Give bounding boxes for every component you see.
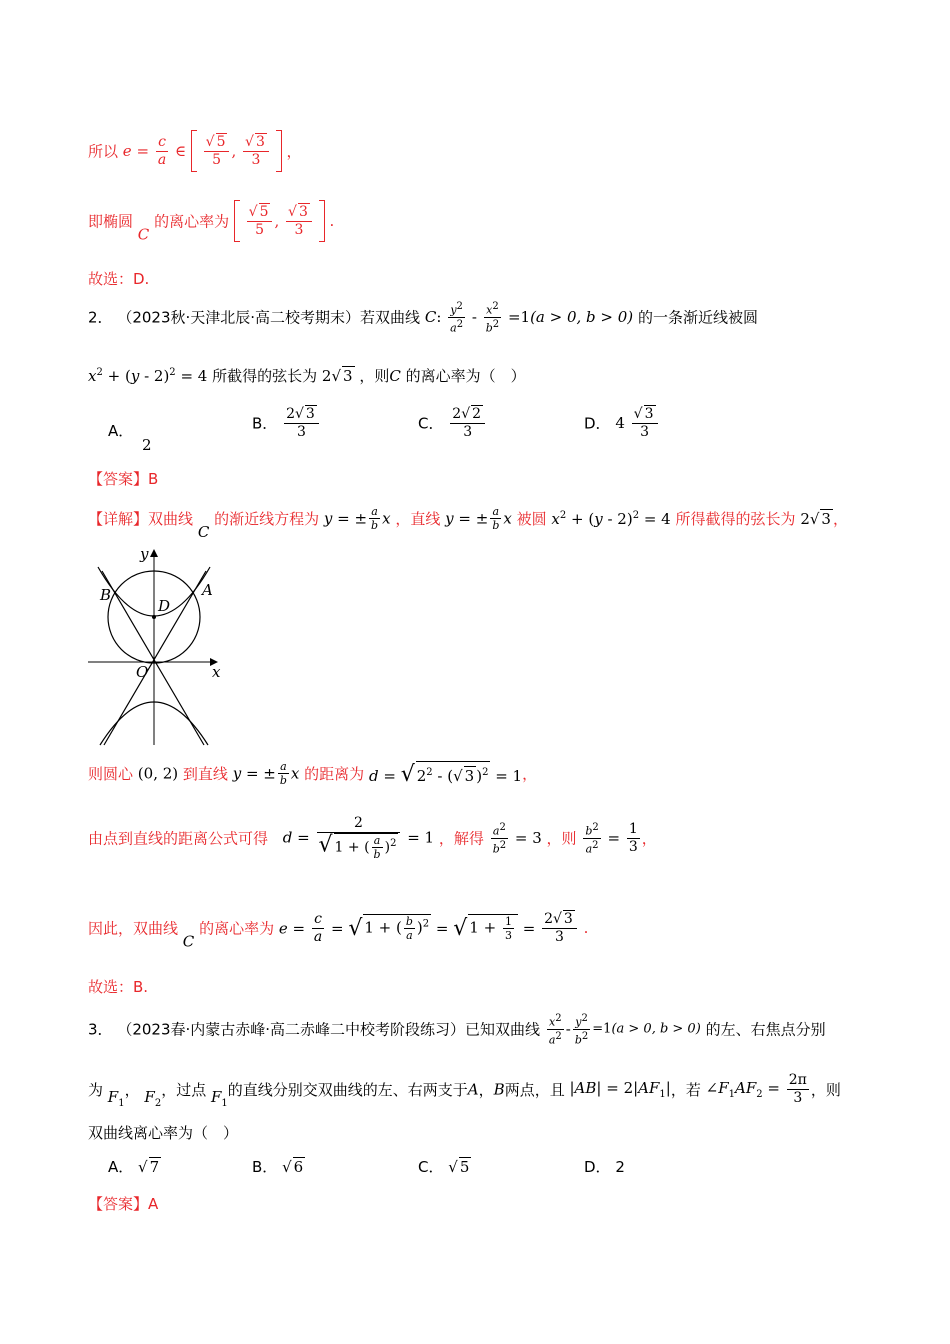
dist-point: (0, 2) xyxy=(137,764,179,783)
fraction-c-over-a: $\frac{c}{a}$ xyxy=(157,133,167,168)
q3-option-d[interactable] xyxy=(584,1156,625,1177)
q3-line2-b: ，过点 xyxy=(161,1081,207,1099)
fraction-x2-b2: $\frac{x^2}{b^2}$ xyxy=(485,301,500,335)
q2-option-a[interactable] xyxy=(108,420,152,454)
q2-answer: 【答案】B xyxy=(88,470,159,488)
left-bracket xyxy=(234,200,240,242)
line-ellipse-result: 即椭圆 C 的离心率为 $\frac{√ 5}{5}$ , $\frac{√ 3}{3}$ . xyxy=(88,200,334,244)
q3-option-c[interactable]: C． √ 5 xyxy=(418,1158,470,1176)
fraction-y2-a2: $\frac{y^2}{a^2}$ xyxy=(450,301,464,335)
formula-text: 由点到直线的距离公式可得 xyxy=(88,829,269,848)
q2-conclude-line: 因此，双曲线 C 的离心率为 e = $\frac{c}{a}$ = √ 1 + ( $\frac{b}{a}$ )$^2$ = √ 1 + $\frac{1}{3}$ = $\frac{2√ 3}{3}$ . xyxy=(88,910,589,951)
hyperbola-circle-figure xyxy=(88,545,238,750)
q2-choose: 故选：B. xyxy=(88,978,149,996)
fraction-sqrt3-3: $\frac{√ 3}{3}$ xyxy=(243,133,269,169)
then-text: ，则 xyxy=(546,829,577,848)
q2-source: （2023秋·天津北辰·高二校考期末）若双曲线 xyxy=(117,308,421,327)
detail-text4: 被圆 xyxy=(516,510,547,528)
q3-condition: (a > 0, b > 0) xyxy=(611,1021,701,1037)
detail-text5: 所得截得的弦长为 xyxy=(675,510,796,528)
y-axis-arrow xyxy=(150,549,158,557)
math-c: C xyxy=(137,225,150,244)
point-d xyxy=(152,615,156,619)
q2-option-b[interactable] xyxy=(252,405,321,441)
option-d-value: 2 xyxy=(615,1158,625,1176)
q3-line2-f: ，则 xyxy=(810,1081,841,1099)
left-bracket xyxy=(191,130,197,172)
label-a: A xyxy=(202,581,213,599)
option-d-label: D． xyxy=(584,1158,611,1176)
fraction-sqrt3-3: $\frac{√ 3}{3}$ xyxy=(286,203,312,239)
detail-text2: 的渐近线方程为 xyxy=(214,510,320,528)
q3-line2-a: 为 xyxy=(88,1081,104,1099)
q2-condition: (a > 0, b > 0) xyxy=(530,308,634,327)
fraction-sqrt5-5: $\frac{√ 5}{5}$ xyxy=(204,133,230,169)
q2-detail-line: 【详解】双曲线 C 的渐近线方程为 y = ± $\frac{a}{b}$ x ，直线 y = ± $\frac{a}{b}$ x 被圆 $x^2 + (y - 2)^2 = 4$ 所得截得的弦长为 2√ 3 ， xyxy=(88,505,848,541)
math-in: ∈ xyxy=(174,142,187,160)
right-bracket xyxy=(319,200,325,242)
fraction-2sqrt2-3: $\frac{2√ 2}{3}$ xyxy=(450,405,485,441)
line1-prefix: 所以 xyxy=(88,142,119,161)
option-d-value: 4 xyxy=(615,414,625,432)
dist-text2: 到直线 xyxy=(182,765,228,783)
q2-line2-mid: 所截得的弦长为 xyxy=(212,367,318,385)
label-y: y xyxy=(140,545,149,563)
detail-label: 【详解】 xyxy=(88,510,149,528)
option-c-label: C． xyxy=(418,414,444,433)
q2-stem-line2: $x^2 + (y - 2)^2 = 4$ 所截得的弦长为 2√ 3 ，则C 的离心率为（ ） xyxy=(88,367,526,385)
dist-text3: 的距离为 xyxy=(304,765,365,783)
label-o: O xyxy=(136,663,149,681)
option-a-value: 2 xyxy=(142,436,152,454)
q3-tail: 的左、右焦点分别 xyxy=(705,1020,826,1039)
option-b-label: B． xyxy=(252,1158,278,1176)
fraction-2sqrt3-3: $\frac{2√ 3}{3}$ xyxy=(284,405,319,441)
option-b-label: B． xyxy=(252,414,278,433)
q2-number: 2． xyxy=(88,308,113,327)
q3-option-b[interactable]: B． √ 6 xyxy=(252,1158,304,1176)
line1-suffix: ， xyxy=(286,142,302,161)
q3-line2-d: 两点，且 xyxy=(504,1081,565,1099)
label-b: B xyxy=(100,586,112,604)
q3-line2-e: ，若 xyxy=(670,1081,701,1099)
line2-prefix: 即椭圆 xyxy=(88,212,134,231)
q3-stem-line2: 为 $F_1$， $F_2$，过点 $F_1$的直线分别交双曲线的左、右两支于A，B两点，且 $|AB| = 2|AF_1|$，若 $\angle F_1AF_2$ = $\frac{2\pi}{3}$ ，则 xyxy=(88,1072,841,1109)
detail-text3: ，直线 xyxy=(395,510,441,528)
q2-stem-line1: 2． （2023秋·天津北辰·高二校考期末）若双曲线 C: $\frac{y^2}{a^2}$ - $\frac{x^2}{b^2}$ =1(a > 0, b > 0) 的一条渐近线被圆 xyxy=(88,301,758,335)
dist-text1: 则圆心 xyxy=(88,765,134,783)
label-x: x xyxy=(212,663,221,681)
q2-option-c[interactable] xyxy=(418,405,487,441)
q3-stem-line1: 3． （2023春·内蒙古赤峰·高二赤峰二中校考阶段练习）已知双曲线 $\frac{x^2}{a^2}$ - $\frac{y^2}{b^2}$ =1(a > 0, b > 0) 的左、右焦点分别 xyxy=(88,1013,826,1047)
q3-source: （2023春·内蒙古赤峰·高二赤峰二中校考阶段练习）已知双曲线 xyxy=(117,1020,541,1039)
fraction-sqrt3-3: $\frac{√ 3}{3}$ xyxy=(632,405,658,441)
q2-formula-line: 由点到直线的距离公式可得 d = 2 √ 1 + ( $\frac{a}{b}$ )$^2$ = 1 ，解得 $\frac{a^2}{b^2}$ = 3 ，则 $\frac{b^2}{a^2}$ = $\frac{1}{3}$ ， xyxy=(88,815,657,861)
line2-mid: 的离心率为 xyxy=(154,212,230,231)
fraction-sqrt5-5: $\frac{√ 5}{5}$ xyxy=(247,203,273,239)
q2-distance-line: 则圆心 (0, 2) 到直线 y = ± $\frac{a}{b}$ x 的距离为 d = √ $2^2$ - (√ 3 )$^2$ = 1， xyxy=(88,760,538,787)
conclude-text1: 因此，双曲线 xyxy=(88,919,179,938)
option-a-label: A． xyxy=(108,1158,134,1176)
option-d-label: D． xyxy=(584,414,611,433)
q2-tail: 的一条渐近线被圆 xyxy=(637,308,758,327)
detail-text1: 双曲线 xyxy=(148,510,194,528)
q2-line2-end: 的离心率为（ ） xyxy=(405,367,526,385)
line-choose-d: 故选：D. xyxy=(88,270,150,288)
conclude-text2: 的离心率为 xyxy=(199,919,275,938)
label-d: D xyxy=(158,597,171,615)
math-eq: = xyxy=(136,142,150,160)
q2-line2-tail: ，则 xyxy=(359,367,390,385)
line-eccentricity-range: 所以 e = $\frac{c}{a}$ ∈ $\frac{√ 5}{5}$ , $\frac{√ 3}{3}$ ， xyxy=(88,130,301,172)
q3-answer: 【答案】A xyxy=(88,1195,159,1213)
option-a-label: A． xyxy=(108,422,134,440)
q3-option-a[interactable]: A． √ 7 xyxy=(108,1158,160,1176)
option-c-label: C． xyxy=(418,1158,444,1176)
line2-suffix: . xyxy=(329,212,335,230)
math-e: e xyxy=(122,142,132,160)
q3-number: 3． xyxy=(88,1020,113,1039)
solve-text: ，解得 xyxy=(438,829,484,848)
q2-option-d[interactable] xyxy=(584,405,660,441)
q3-line2-c: 的直线分别交双曲线的左、右两支于 xyxy=(227,1081,468,1099)
right-bracket xyxy=(276,130,282,172)
q3-stem-line3: 双曲线离心率为（ ） xyxy=(88,1124,239,1142)
